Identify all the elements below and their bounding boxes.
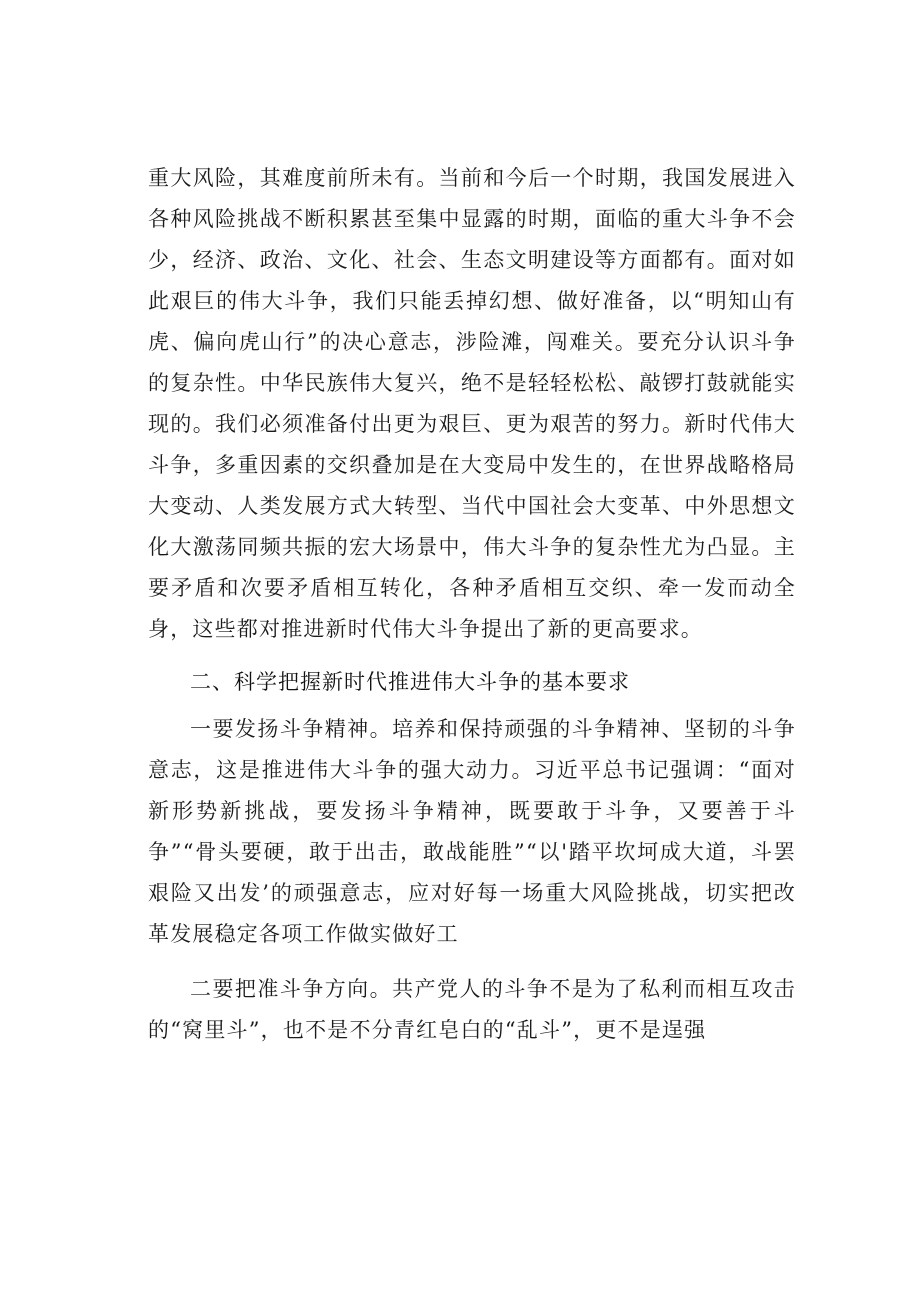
section-heading: 二、科学把握新时代推进伟大斗争的基本要求 (190, 670, 630, 694)
body-paragraph: 二要把准斗争方向。共产党人的斗争不是为了私利而相互攻击的“窝里斗”，也不是不分青红皂白的“乱斗”，更不是逞强 (148, 977, 796, 1042)
document-body (148, 158, 796, 1051)
body-paragraph: 重大风险，其难度前所未有。当前和今后一个时期，我国发展进入各种风险挑战不断积累甚至集中显露的时期，面临的重大斗争不会少，经济、政治、文化、社会、生态文明建设等方面都有。面对如此艰巨的伟大斗争，我们只能丢掉幻想、做好准备，以“明知山有虎、偏向虎山行”的决心意志，涉险滩，闯难关。要充分认识斗争的复杂性。中华民族伟大复兴，绝不是轻轻松松、敲锣打鼓就能实现的。我们必须准备付出更为艰巨、更为艰苦的努力。新时代伟大斗争，多重因素的交织叠加是在大变局中发生的，在世界战略格局大变动、人类发展方式大转型、当代中国社会大变革、中外思想文化大激荡同频共振的宏大场景中，伟大斗争的复杂性尤为凸显。主要矛盾和次要矛盾相互转化，各种矛盾相互交织、牵一发而动全身，这些都对推进新时代伟大斗争提出了新的更高要求。 (148, 166, 796, 641)
body-paragraph: 一要发扬斗争精神。培养和保持顽强的斗争精神、坚韧的斗争意志，这是推进伟大斗争的强大动力。习近平总书记强调：“面对新形势新挑战，要发扬斗争精神，既要敢于斗争，又要善于斗争”“骨头要硬，敢于出击，敢战能胜”“以'踏平坎坷成大道，斗罢艰险又出发’的顽强意志，应对好每一场重大风险挑战，切实把改革发展稳定各项工作做实做好工 (148, 717, 796, 946)
paragraph-spacer (148, 955, 796, 969)
